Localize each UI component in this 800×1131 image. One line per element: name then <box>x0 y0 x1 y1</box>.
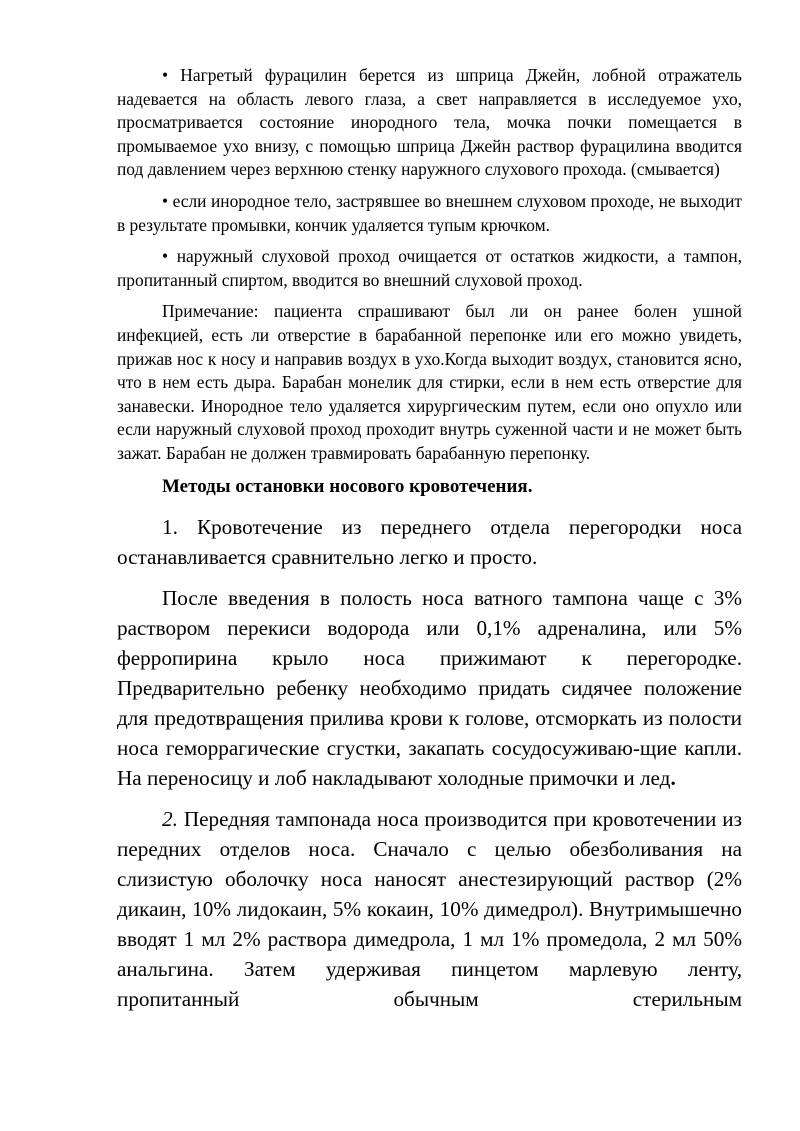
paragraph-tamponade-prep <box>117 583 742 793</box>
item-number: 2. <box>162 806 178 831</box>
paragraph-bold-period: . <box>670 765 676 790</box>
item-text: Передняя тампонада носа производится при кровотечении из передних отделов носа. Сначало с целью обезболивания на слизистую оболочку носа наносят анестезирующий раствор (2% дикаин, 10% лидокаин, 5% кокаин, 10% димедрол). Внутримышечно вводят 1 мл 2% раствора димедрола, 1 мл 1% промедола, 2 мл 50% анальгина. Затем удерживая пинцетом марлевую ленту, пропитанный обычным стерильным <box>117 806 742 1011</box>
bullet-paragraph-3: • наружный слуховой проход очищается от остатков жидкости, а тампон, пропитанный спиртом, вводится во внешний слуховой проход. <box>117 246 742 290</box>
numbered-item-1: 1. Кровотечение из переднего отдела перегородки носа останавливается сравнительно легко и просто. <box>117 514 742 569</box>
section-heading: Методы остановки носового кровотечения. <box>162 475 533 497</box>
bullet-paragraph-2: • если инородное тело, застрявшее во внешнем слуховом проходе, не выходит в результате промывки, кончик удаляется тупым крючком. <box>117 190 742 235</box>
numbered-item-2 <box>117 804 742 1014</box>
document-body <box>117 64 742 1025</box>
note-paragraph: Примечание: пациента спрашивают был ли он ранее болен ушной инфекцией, есть ли отверстие в барабанной перепонке или его можно увидеть, прижав нос к носу и направив воздух в ухо.Когда выходит воздух, становится ясно, что в нем есть дыра. Барабан монелик для стирки, если в нем есть отверстие для занавески. Инородное тело удаляется хирургическим путем, если оно опухло или если наружный слуховой проход проходит внутрь суженной части и не может быть зажат. Барабан не должен травмировать барабанную перепонку. <box>117 301 742 463</box>
paragraph-text: После введения в полость носа ватного тампона чаще с 3% раствором перекиси водорода или 0,1% адреналина, или 5% ферропирина крыло носа прижимают к перегородке. Предварительно ребенку необходимо придать сидячее положение для предотвращения прилива крови к голове, отсморкать из полости носа геморрагические сгустки, закапать сосудосуживаю-щие капли. На переносицу и лоб накладывают холодные примочки и лед <box>117 585 742 790</box>
bullet-paragraph-1: • Нагретый фурацилин берется из шприца Джейн, лобной отражатель надевается на область левого глаза, а свет направляется в исследуемое ухо, просматривается состояние инородного тела, мочка почки помещается в промываемое ухо внизу, с помощью шприца Джейн раствор фурацилина вводится под давлением через верхнюю стенку наружного слухового прохода. (смывается) <box>117 65 742 180</box>
